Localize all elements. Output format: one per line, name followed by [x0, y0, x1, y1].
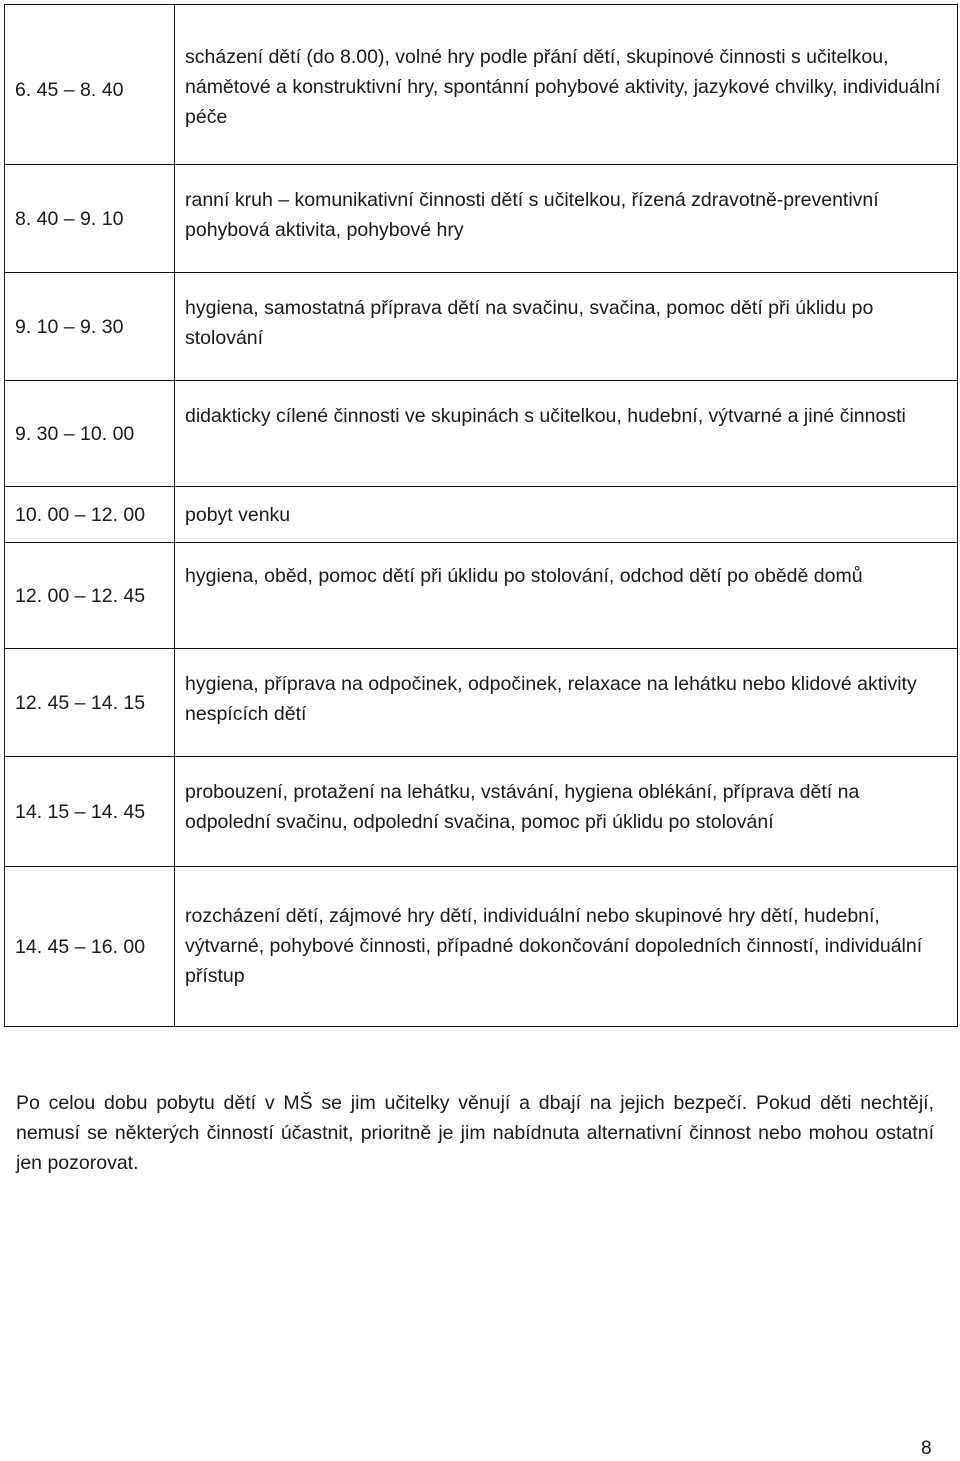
time-cell: 8. 40 – 9. 10	[5, 165, 175, 273]
page-number: 8	[921, 1438, 932, 1459]
activity-cell: hygiena, oběd, pomoc dětí při úklidu po stolování, odchod dětí po obědě domů	[175, 543, 958, 649]
table-row	[5, 543, 958, 649]
activity-cell: didakticky cílené činnosti ve skupinách s učitelkou, hudební, výtvarné a jiné činnosti	[175, 381, 958, 487]
activity-cell: ranní kruh – komunikativní činnosti dětí s učitelkou, řízená zdravotně-preventivní pohybová aktivita, pohybové hry	[175, 165, 958, 273]
time-cell: 12. 00 – 12. 45	[5, 543, 175, 649]
activity-cell: hygiena, samostatná příprava dětí na svačinu, svačina, pomoc dětí při úklidu po stolování	[175, 273, 958, 381]
time-cell: 9. 30 – 10. 00	[5, 381, 175, 487]
table-row	[5, 867, 958, 1027]
table-row	[5, 649, 958, 757]
time-cell: 9. 10 – 9. 30	[5, 273, 175, 381]
daily-schedule-table	[4, 4, 958, 1027]
table-row	[5, 5, 958, 165]
time-cell: 14. 45 – 16. 00	[5, 867, 175, 1027]
activity-cell: probouzení, protažení na lehátku, vstávání, hygiena oblékání, příprava dětí na odpolední svačinu, odpolední svačina, pomoc při úklidu po stolování	[175, 757, 958, 867]
activity-cell: scházení dětí (do 8.00), volné hry podle přání dětí, skupinové činnosti s učitelkou, námětové a konstruktivní hry, spontánní pohybové aktivity, jazykové chvilky, individuální péče	[175, 5, 958, 165]
time-cell: 12. 45 – 14. 15	[5, 649, 175, 757]
table-row	[5, 757, 958, 867]
table-row	[5, 381, 958, 487]
time-cell: 10. 00 – 12. 00	[5, 487, 175, 543]
table-row	[5, 487, 958, 543]
supervision-note: Po celou dobu pobytu dětí v MŠ se jim učitelky věnují a dbají na jejich bezpečí. Pokud děti nechtějí, nemusí se některých činností účastnit, prioritně je jim nabídnuta alternativní činnost nebo mohou ostatní jen pozorovat.	[16, 1092, 934, 1174]
time-cell: 14. 15 – 14. 45	[5, 757, 175, 867]
table-row	[5, 273, 958, 381]
activity-cell: pobyt venku	[175, 487, 958, 543]
activity-cell: hygiena, příprava na odpočinek, odpočinek, relaxace na lehátku nebo klidové aktivity nespících dětí	[175, 649, 958, 757]
table-row	[5, 165, 958, 273]
activity-cell: rozcházení dětí, zájmové hry dětí, individuální nebo skupinové hry dětí, hudební, výtvarné, pohybové činnosti, případné dokončování dopoledních činností, individuální přístup	[175, 867, 958, 1027]
time-cell: 6. 45 – 8. 40	[5, 5, 175, 165]
